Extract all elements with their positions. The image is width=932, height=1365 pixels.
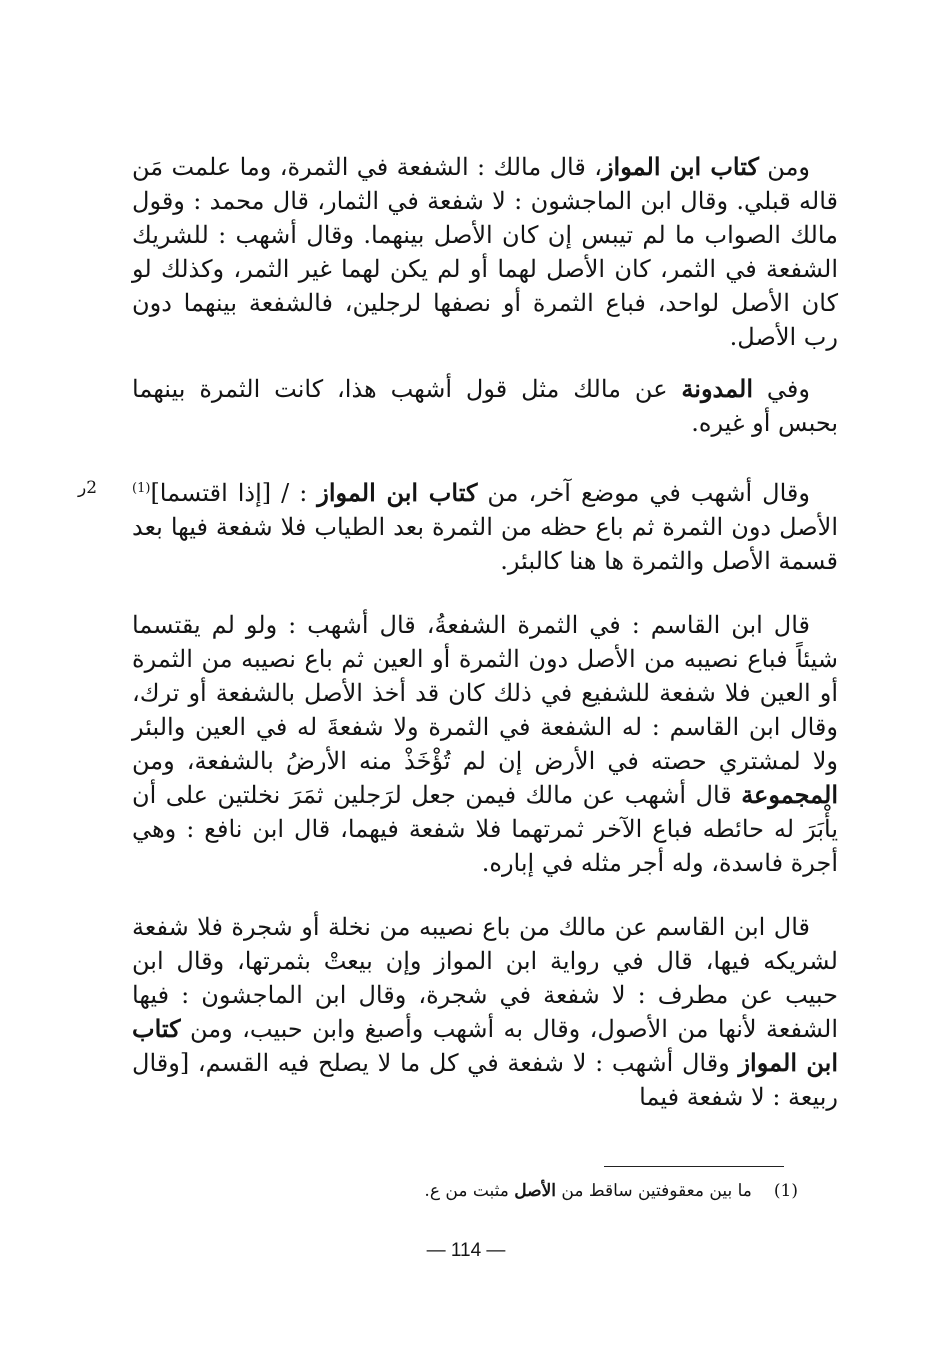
paragraph-1-bold-source: كتاب ابن المواز [601, 152, 759, 181]
footnote [300, 1178, 798, 1204]
paragraph-4-text-start: قال ابن القاسم : في الثمرة الشفعةُ، قال أشهب : ولو لم يقتسما شيئاً فباع نصيبه من الأصل دون الثمرة أو العين ثم باع نصيبه من الثمرة أو العين فلا شفعة للشفيع في ذلك كان قد أخذ الأصل بالشفعة أو ترك، وقال ابن القاسم : له الشفعة في الثمرة ولا شفعةَ له في العين والبئر ولا لمشتري حصته في الأرض إن لم تُؤْخَذْ منه الأرضُ بالشفعة، ومن [132, 611, 838, 775]
page-number: — 114 — [426, 1240, 506, 1261]
paragraph-5-text-rest: وقال أشهب : لا شفعة في كل ما لا يصلح فيه القسم، [وقال ربيعة : لا شفعة فيما [132, 1049, 838, 1111]
paragraph-2-text-start: وفي [753, 375, 810, 403]
paragraph-2 [132, 372, 838, 440]
footnote-text-rest: مثبت من ع. [424, 1181, 515, 1201]
paragraph-3-text-rest: الأصل دون الثمرة ثم باع حظه من الثمرة بعد الطياب فلا شفعة فيها بعد قسمة الأصل والثمرة ها هنا كالبئر. [132, 513, 838, 575]
paragraph-5-text-start: قال ابن القاسم عن مالك من باع نصيبه من نخلة أو شجرة فلا شفعة لشريكه فيها، قال في رواية ابن المواز وإن بيعتْ بثمرتها، وقال ابن حبيب عن مطرف : لا شفعة في شجرة، وقال ابن الماجشون : فيها الشفعة لأنها من الأصول، وقال به أشهب وأصبغ وابن حبيب، ومن [132, 913, 838, 1043]
paragraph-3 [132, 472, 838, 578]
paragraph-1 [132, 150, 838, 354]
footnote-reference[interactable]: (1) [132, 481, 151, 496]
paragraph-2-bold-source: المدونة [681, 374, 754, 403]
paragraph-5-bold-source: كتاب ابن المواز [132, 1014, 839, 1077]
footnote-bold-term: الأصل [514, 1181, 557, 1201]
paragraph-4-bold-source: المجموعة [741, 780, 838, 809]
paragraph-2-text-rest: عن مالك مثل قول أشهب هذا، كانت الثمرة بينهما بحبس أو غيره. [132, 375, 838, 437]
paragraph-1-text-rest: ، قال مالك : الشفعة في الثمرة، وما علمت مَن قاله قبلي. وقال ابن الماجشون : لا شفعة في الثمار، قال محمد : وقول مالك الصواب ما لم تيبس إن كان الأصل بينهما. وقال أشهب : للشريك الشفعة في الثمر، كان الأصل لهما أو لم يكن لهما غير الثمر، وكذلك لو كان الأصل لواحد، فباع الثمرة أو نصفها لرجلين، فالشفعة بينهما دون رب الأصل. [132, 153, 838, 351]
footnote-text-start: ما بين معقوفتين ساقط من [556, 1181, 752, 1201]
paragraph-4 [132, 608, 838, 880]
paragraph-4-text-rest: قال أشهب عن مالك فيمن جعل لرَجلين ثمَرَ نخلتين على أن يأْبَرَ له حائطه فباع الآخر ثمرتهما فلا شفعة فيهما، قال ابن نافع : وهي أجرة فاسدة، وله أجر مثله في إباره. [132, 781, 838, 877]
paragraph-3-bold-source: كتاب ابن المواز [317, 478, 478, 507]
footnote-number: (1) [773, 1181, 798, 1201]
paragraph-1-text-start: ومن [758, 153, 811, 181]
footnote-separator [604, 1166, 784, 1167]
paragraph-3-text-middle: : / [إذا اقتسما] [150, 479, 318, 507]
paragraph-5 [132, 910, 838, 1114]
folio-margin-note: 2ر [78, 478, 98, 498]
paragraph-3-text-start: وقال أشهب في موضع آخر، من [477, 479, 810, 507]
